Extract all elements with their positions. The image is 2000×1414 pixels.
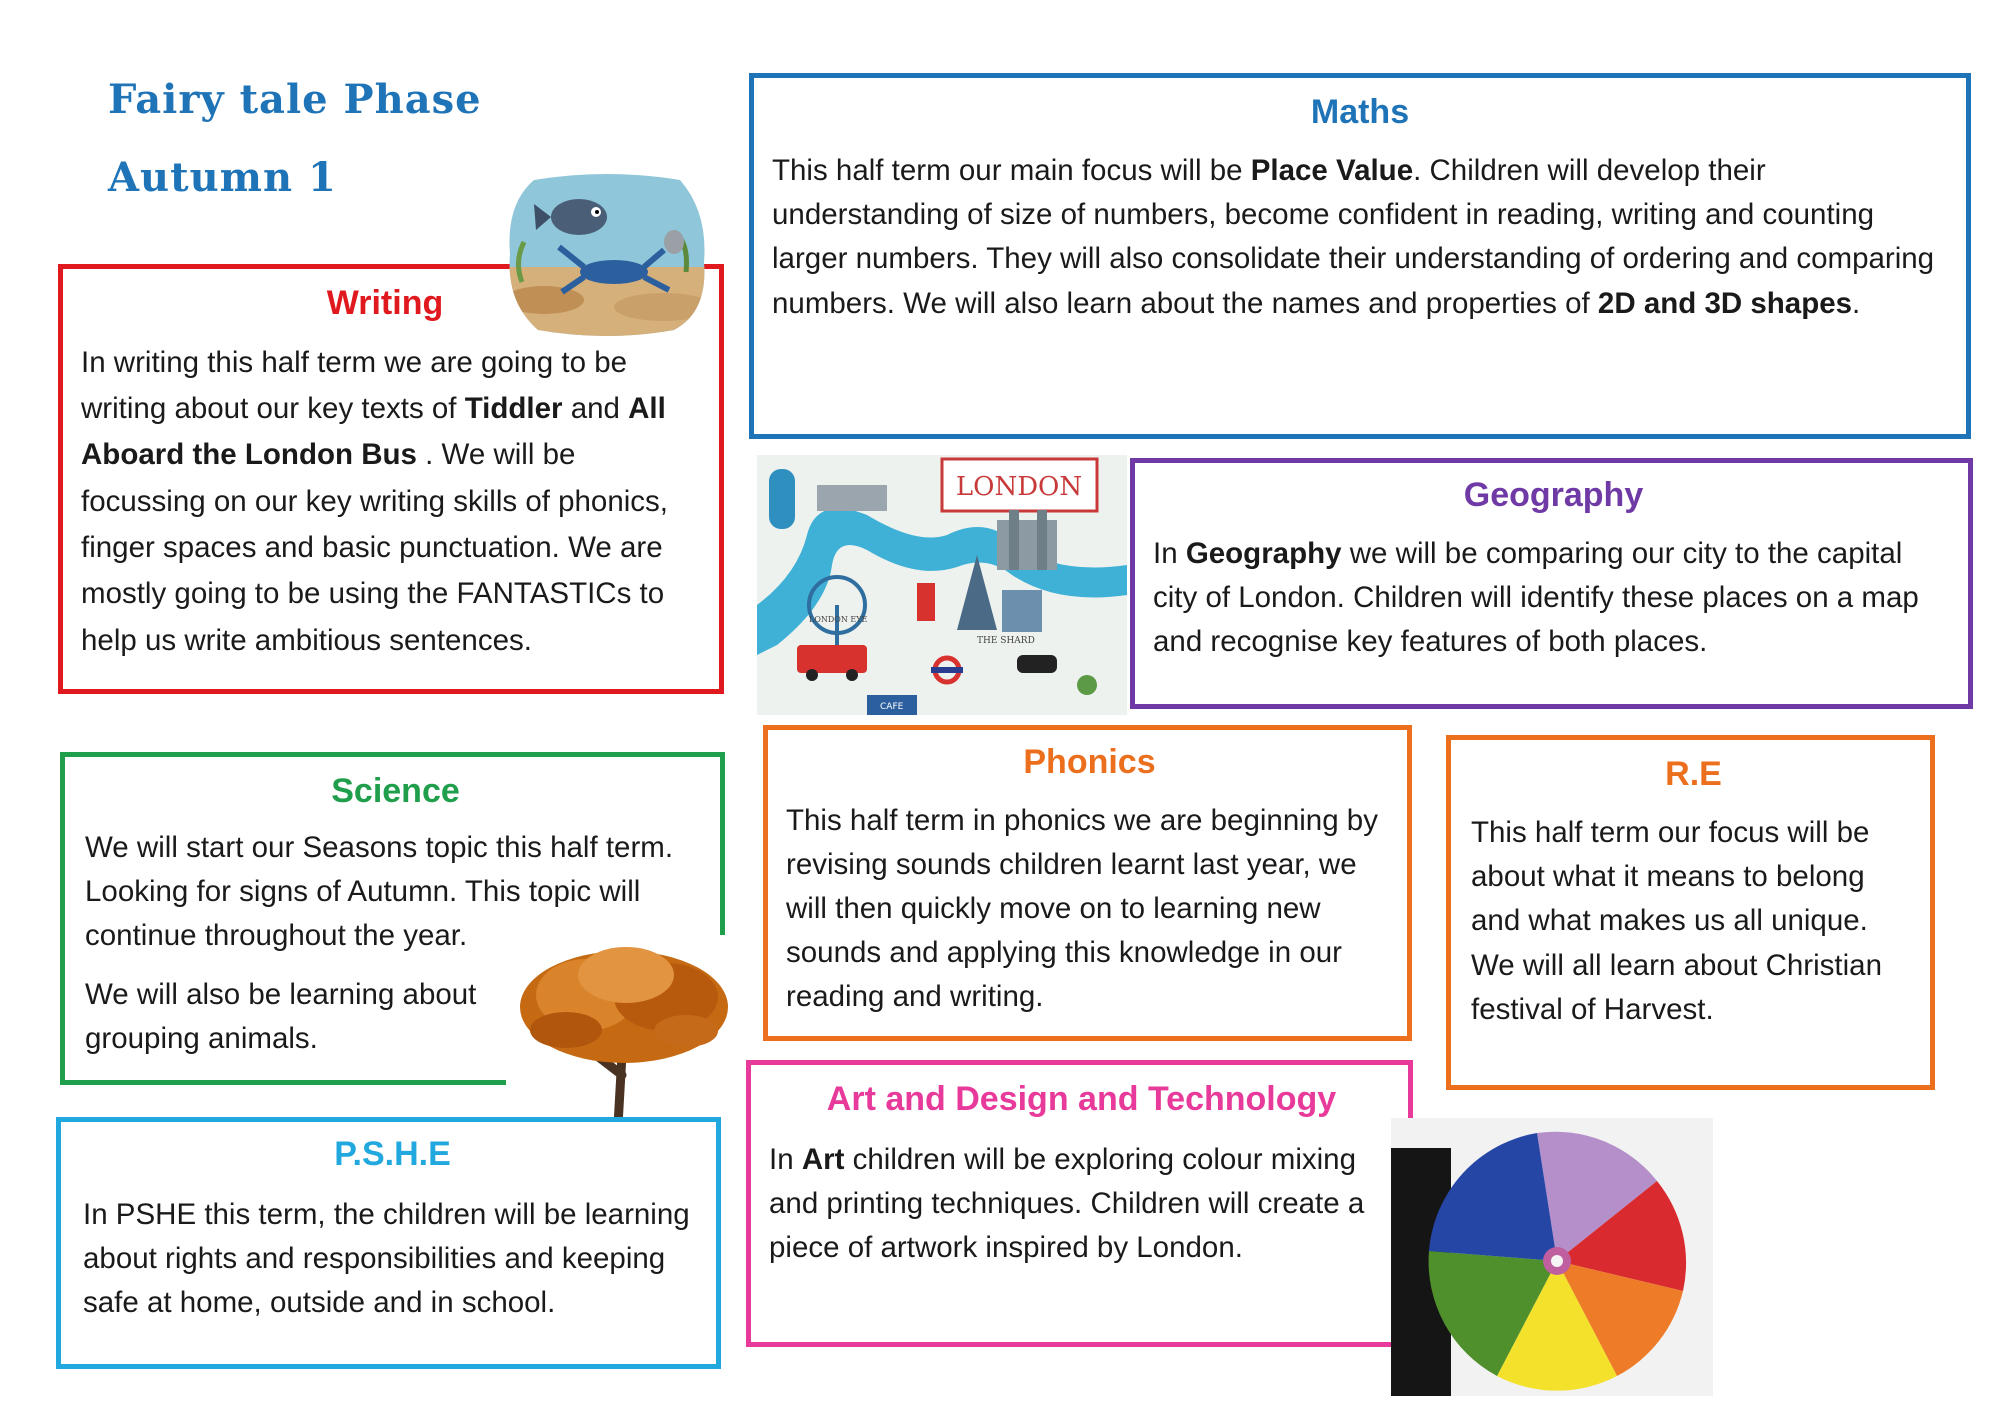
science-text-1: We will start our Seasons topic this half term. Looking for signs of Autumn. This topic will continue throughout the year. <box>85 830 674 953</box>
london-map-picture <box>757 455 1127 715</box>
science-heading: Science <box>331 772 460 810</box>
pshe-box <box>56 1117 721 1369</box>
science-text-2: We will also be learning about grouping animals. <box>85 977 477 1055</box>
art-bold: Art <box>801 1142 845 1176</box>
re-box <box>1446 735 1935 1090</box>
map-label-shard: THE SHARD <box>977 636 1035 646</box>
tiddler-picture <box>504 172 710 336</box>
writing-bold-tiddler: Tiddler <box>464 392 563 426</box>
geography-text: In Geography we will be comparing our city to the capital city of London. Children will identify these places on a map and recognise key features of both places. <box>1153 536 1919 659</box>
pshe-text: In PSHE this term, the children will be learning about rights and responsibilities and keeping safe at home, outside and in school. <box>83 1197 690 1320</box>
art-box <box>746 1060 1413 1347</box>
phonics-heading: Phonics <box>1023 743 1156 781</box>
colour-wheel-picture <box>1391 1118 1713 1396</box>
re-text: This half term our focus will be about what it means to belong and what makes us all unique. We will all learn about Christian festival of Harvest. <box>1471 815 1882 1026</box>
map-label-cafe: CAFE <box>880 702 904 712</box>
maths-bold-place-value: Place Value <box>1250 153 1414 187</box>
phonics-text: This half term in phonics we are beginning by revising sounds children learnt last year, we will then quickly move on to learning new sounds and applying this knowledge in our reading and writing. <box>786 803 1378 1013</box>
map-label-london: LONDON <box>955 472 1083 502</box>
writing-bold-bus: All Aboard the London Bus <box>81 392 666 472</box>
maths-bold-shapes: 2D and 3D shapes <box>1597 286 1853 320</box>
art-text: In Art children will be exploring colour mixing and printing techniques. Children will create a piece of artwork inspired by London. <box>769 1142 1365 1264</box>
geography-box <box>1130 458 1973 709</box>
maths-heading: Maths <box>1310 93 1410 131</box>
re-heading: R.E <box>1665 755 1722 793</box>
writing-heading: Writing <box>326 284 444 322</box>
autumn-tree-picture <box>506 935 738 1140</box>
phonics-box <box>763 725 1412 1041</box>
art-heading: Art and Design and Technology <box>826 1080 1337 1118</box>
page-title: Fairy tale Phase <box>108 76 482 123</box>
geography-heading: Geography <box>1463 476 1644 514</box>
pshe-heading: P.S.H.E <box>334 1135 451 1173</box>
page-subtitle: Autumn 1 <box>108 154 337 201</box>
maths-box <box>749 73 1971 439</box>
maths-text: This half term our main focus will be Place Value. Children will develop their understanding of size of numbers, become confident in reading, writing and counting larger numbers. They will also consolidate their understanding of ordering and comparing numbers. We will also learn about the names and properties of 2D and 3D shapes. <box>772 153 1935 320</box>
map-label-eye: LONDON EYE <box>809 615 868 624</box>
geography-bold: Geography <box>1185 536 1342 570</box>
writing-text: In writing this half term we are going to be writing about our key texts of Tiddler and All Aboard the London Bus . We will be focussing on our key writing skills of phonics, finger spaces and basic punctuation. We are mostly going to be using the FANTASTICs to help us write ambitious sentences. <box>81 345 668 657</box>
